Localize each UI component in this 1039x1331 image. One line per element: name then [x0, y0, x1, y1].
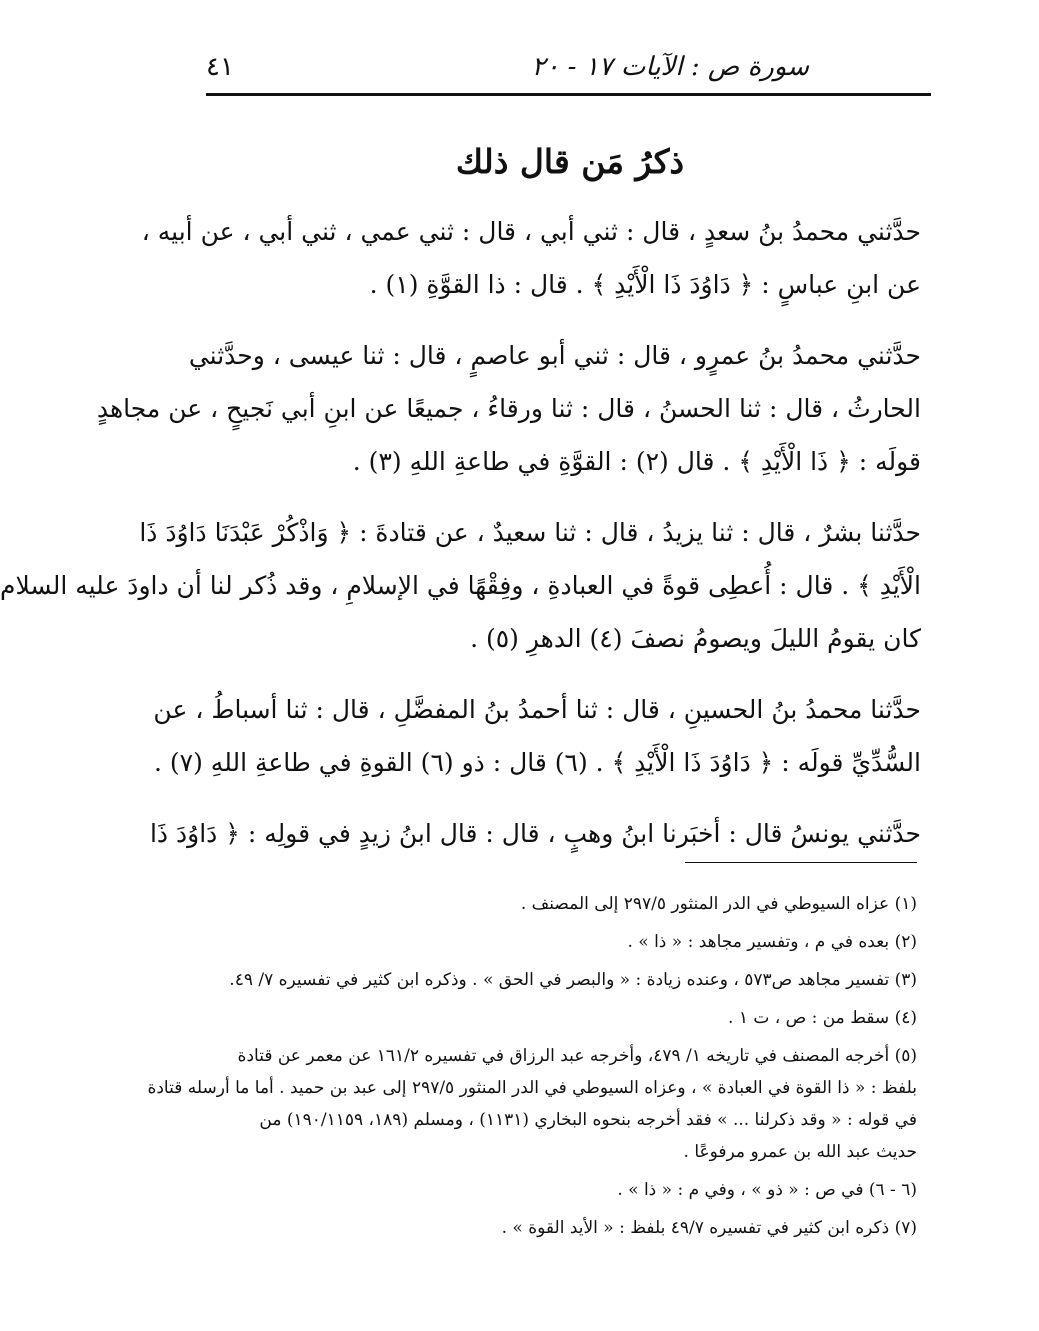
body-line: الْأَيْدِ ﴾ . قال : أُعطِى قوةً في العبادةِ ، وفِقْهًا في الإسلامِ ، وقد ذُكر لنا أن داودَ عليه السلام: [0, 571, 921, 600]
body-line: عن ابنِ عباسٍ : ﴿ دَاوُدَ ذَا الْأَيْدِ ﴾ . قال : ذا القوَّةِ (١) .: [369, 270, 921, 299]
body-line: كان يقومُ الليلَ ويصومُ نصفَ (٤) الدهرِ (٥) .: [470, 624, 921, 653]
body-line: الحارثُ ، قال : ثنا الحسنُ ، قال : ثنا ورقاءُ ، جميعًا عن ابنِ أبي نَجيحٍ ، عن مجاهدٍ: [96, 394, 921, 423]
footnote: (٢) بعده في م ، وتفسير مجاهد : « ذا » .: [627, 932, 917, 952]
body-line: قولَه : ﴿ ذَا الْأَيْدِ ﴾ . قال (٢) : القوَّةِ في طاعةِ اللهِ (٣) .: [352, 447, 921, 476]
footnote: (٤) سقط من : ص ، ت ١ .: [728, 1008, 917, 1028]
footnote-divider: [685, 862, 917, 863]
footnote: (٦ - ٦) في ص : « ذو » ، وفي م : « ذا » .: [617, 1180, 917, 1200]
footnote-continuation: بلفظ : « ذا القوة في العبادة » ، وعزاه السيوطي في الدر المنثور ٢٩٧/٥ إلى عبد بن حميد . أما ما أرسله قتادة: [147, 1078, 917, 1098]
footnote: (١) عزاه السيوطي في الدر المنثور ٢٩٧/٥ إلى المصنف .: [520, 894, 917, 914]
page-header: [206, 52, 929, 92]
body-text: [0, 205, 921, 860]
footnotes: [147, 888, 917, 1244]
body-line: السُّدِّيِّ قولَه : ﴿ دَاوُدَ ذَا الْأَيْدِ ﴾ . (٦) قال : ذو (٦) القوةِ في طاعةِ اللهِ (٧) .: [154, 748, 921, 777]
body-line: حدَّثنا بشرٌ ، قال : ثنا يزيدُ ، قال : ثنا سعيدٌ ، عن قتادةَ : ﴿ وَاذْكُرْ عَبْدَنَا دَاوُدَ ذَا: [139, 518, 921, 547]
footnote-continuation: في قوله : « وقد ذكرلنا ... » فقد أخرجه بنحوه البخاري (١١٣١) ، ومسلم (١٨٩، ١٩٠/١١٥٩) من: [259, 1110, 917, 1130]
body-line: حدَّثني يونسُ قال : أخبَرنا ابنُ وهبٍ ، قال : قال ابنُ زيدٍ في قولِه : ﴿ دَاوُدَ ذَا: [149, 819, 921, 848]
running-title: سورة ص : الآيات ١٧ - ٢٠: [531, 52, 809, 82]
footnote: (٧) ذكره ابن كثير في تفسيره ٤٩/٧ بلفظ : « الأيد القوة » .: [501, 1218, 917, 1238]
page-number: ٤١: [206, 52, 234, 82]
body-line: حدَّثنا محمدُ بنُ الحسينِ ، قال : ثنا أحمدُ بنُ المفضَّلِ ، قال : ثنا أسباطُ ، عن: [153, 695, 921, 724]
section-title: ذكرُ مَن قال ذلك: [455, 142, 685, 181]
footnote-continuation: حديث عبد الله بن عمرو مرفوعًا .: [683, 1142, 917, 1162]
body-line: حدَّثني محمدُ بنُ سعدٍ ، قال : ثني أبي ، قال : ثني عمي ، ثني أبي ، عن أبيه ،: [141, 217, 921, 246]
footnote: (٣) تفسير مجاهد ص٥٧٣ ، وعنده زيادة : « والبصر في الحق » . وذكره ابن كثير في تفسيره ٧/ ٤٩.: [229, 970, 917, 990]
header-divider: [206, 93, 931, 96]
body-line: حدَّثني محمدُ بنُ عمرٍو ، قال : ثني أبو عاصمٍ ، قال : ثنا عيسى ، وحدَّثني: [188, 341, 921, 370]
footnote: (٥) أخرجه المصنف في تاريخه ١/ ٤٧٩، وأخرجه عبد الرزاق في تفسيره ١٦١/٢ عن معمر عن قتادة: [237, 1046, 917, 1066]
